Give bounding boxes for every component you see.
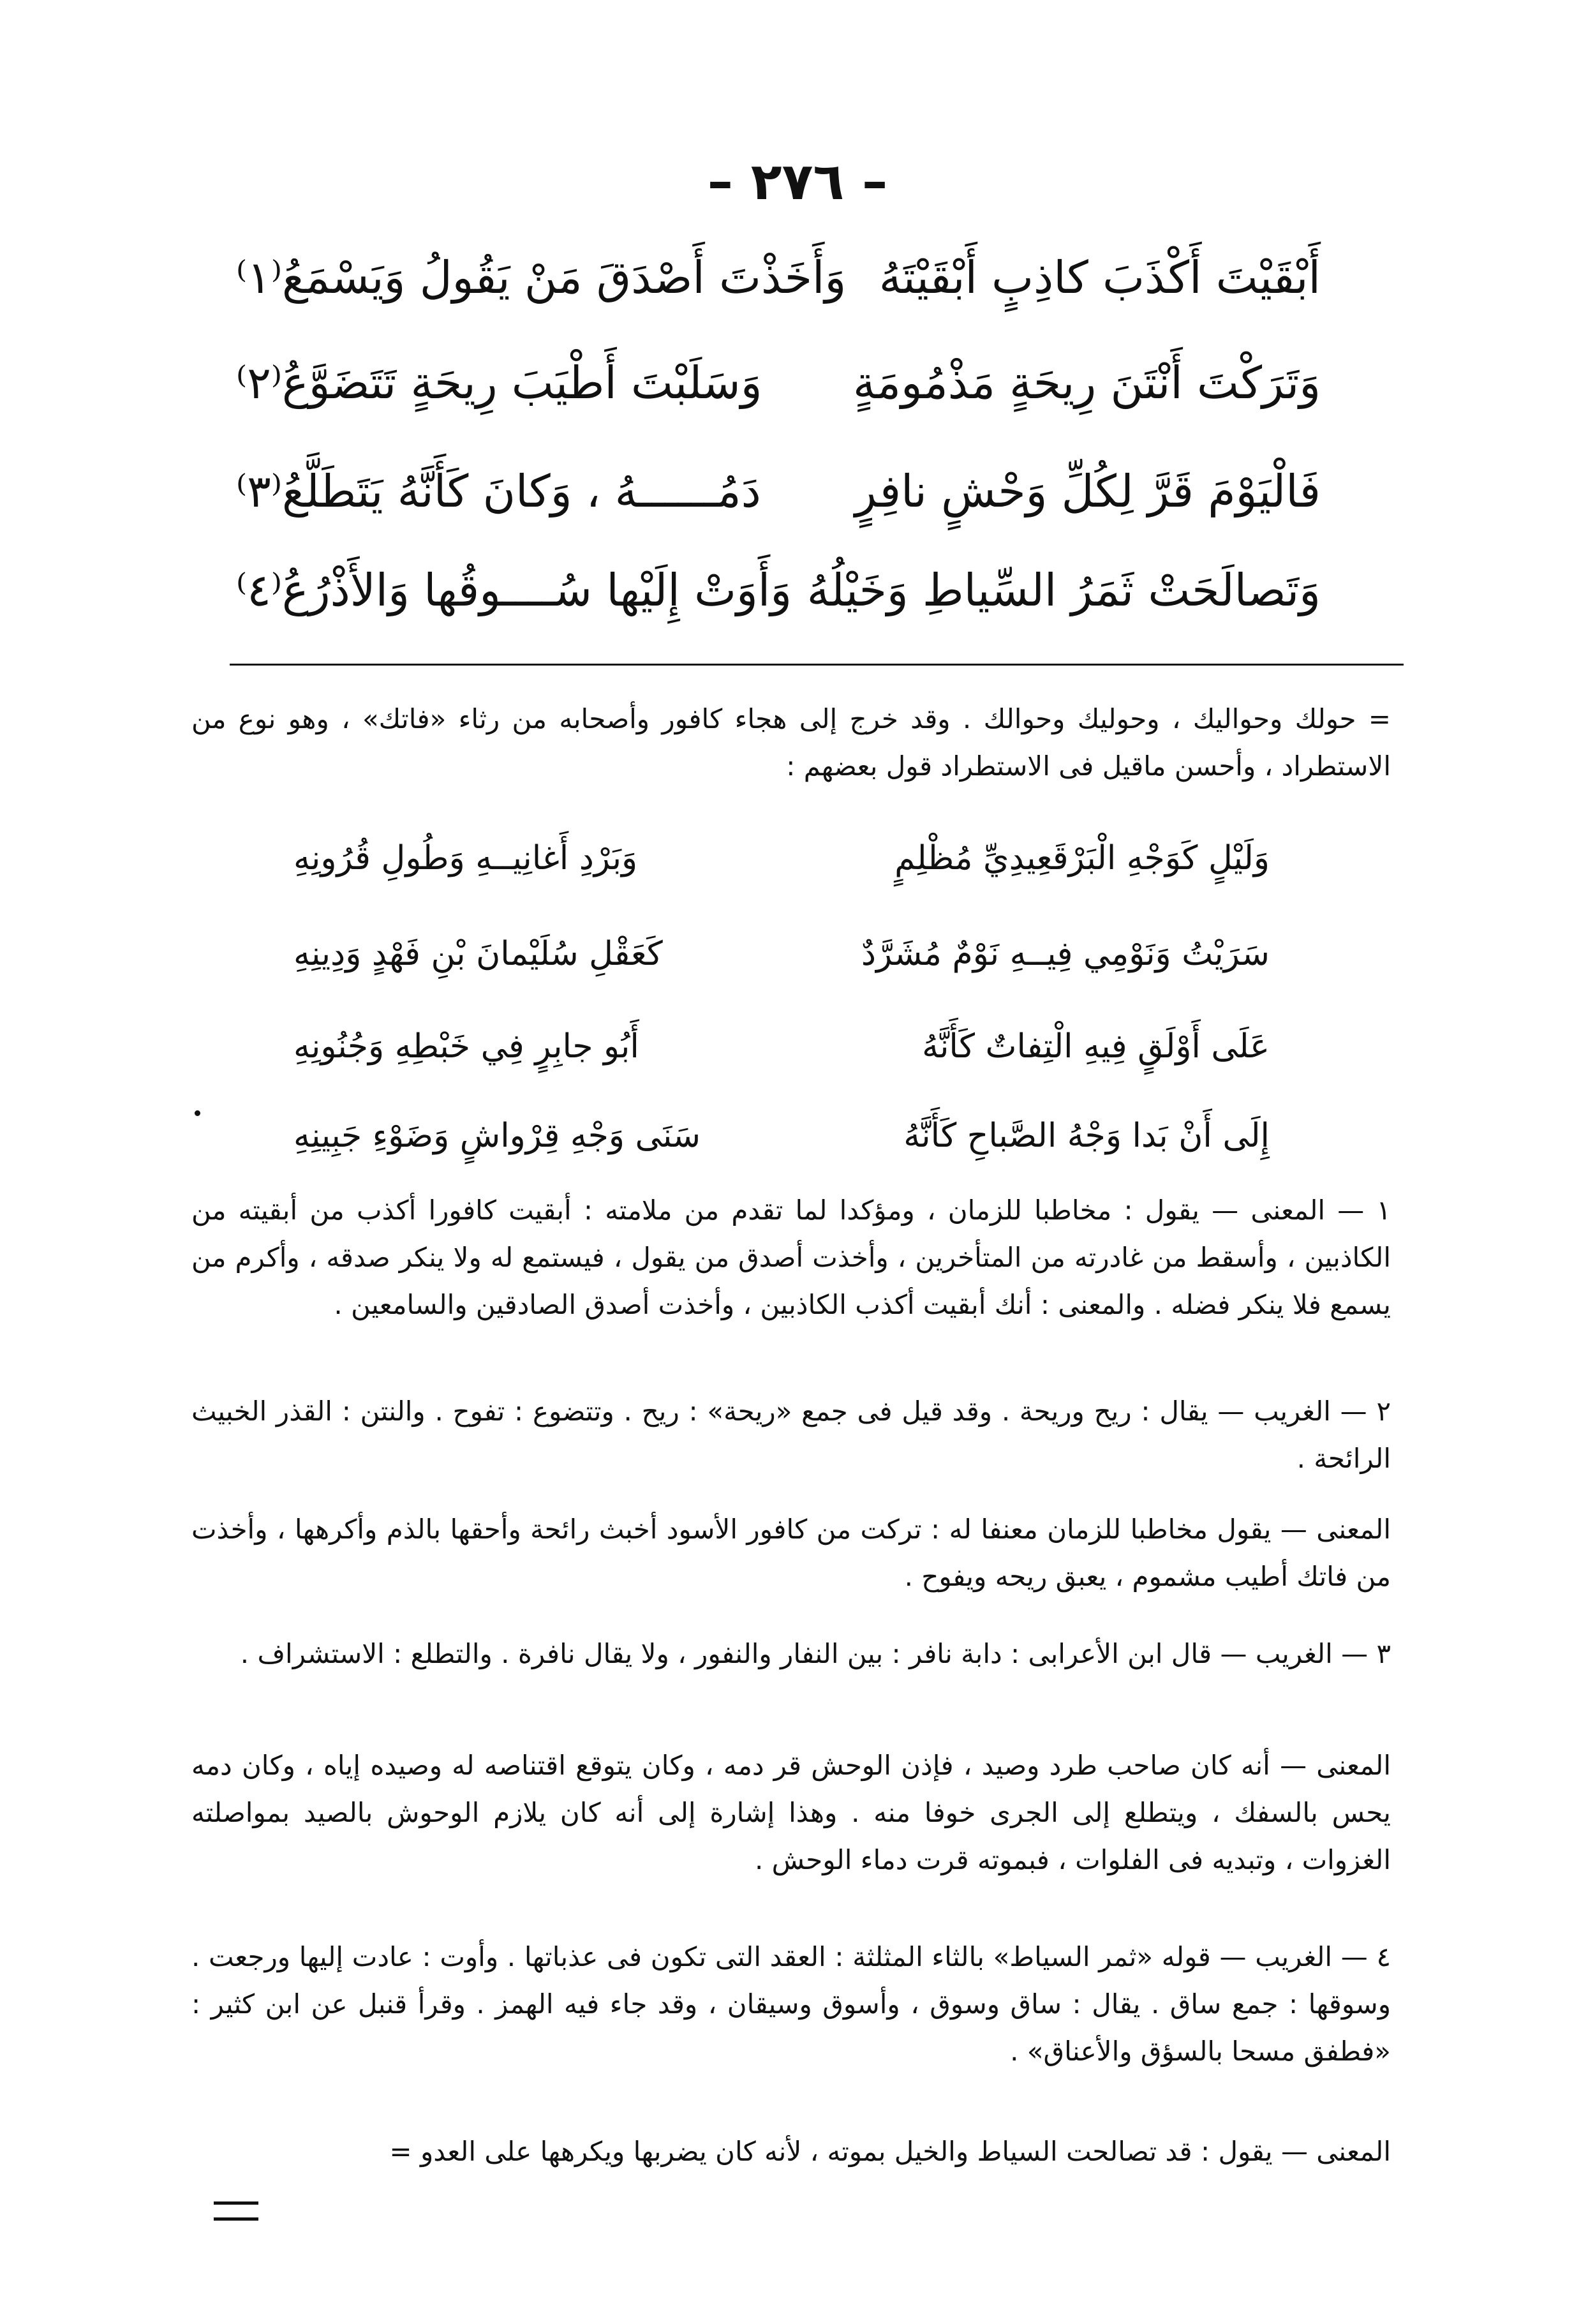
cited-verse-3-first: عَلَى أَوْلَقٍ فِيهِ الْتِفاتٌ كَأَنَّهُ (922, 1027, 1270, 1066)
footnote-3-maana: المعنى — أنه كان صاحب طرد وصيد ، فإذن الوحش قر دمه ، وكان يتوقع اقتناصه له وصيده إياه ، وكان دمه يحس بالسفك ، ويتطلع إلى الجرى خوفا منه . وهذا إشارة إلى أنه كان يلازم الوحوش بالصيد بمواصلته الغزوات ، وتبديه فى الفلوات ، فبموته قرت دماء الوحش . (191, 1750, 1391, 1875)
verse-2-first-hemistich: وَتَرَكْتَ أَنْتَنَ رِيحَةٍ مَذْمُومَةٍ (853, 357, 1321, 409)
cited-verse-1-first: وَلَيْلٍ كَوَجْهِ الْبَرْقَعِيدِيِّ مُظْلِمٍ (894, 839, 1270, 877)
verse-3-second-hemistich: دَمُــــــهُ ، وَكانَ كَأَنَّهُ يَتَطَلَّعُ⁽٣⁾ (236, 465, 761, 518)
verse-3 (236, 450, 1321, 533)
verse-2 (236, 341, 1321, 424)
continuation-marker (214, 2201, 258, 2221)
verse-2-second-hemistich: وَسَلَبْتَ أَطْيَبَ رِيحَةٍ تَتَضَوَّعُ⁽٢⁾ (236, 357, 762, 409)
verse-3-first-hemistich: فَالْيَوْمَ قَرَّ لِكُلِّ وَحْشٍ نافِرٍ (854, 465, 1321, 518)
cited-verse-4-first: إِلَى أَنْ بَدا وَجْهُ الصَّباحِ كَأَنَّهُ (903, 1117, 1270, 1155)
verse-4-second-hemistich: وَأَوَتْ إِلَيْها سُــــوقُها وَالأَذْرُعُ⁽٤⁾ (236, 564, 792, 616)
verse-1-first-hemistich: أَبْقَيْتَ أَكْذَبَ كاذِبٍ أَبْقَيْتَهُ (879, 251, 1321, 304)
cited-verse-4-second: سَنَى وَجْهِ قِرْواشٍ وَضَوْءِ جَبِينِهِ (293, 1117, 701, 1155)
cited-verse-2 (293, 919, 1270, 989)
footnote-2-maana: المعنى — يقول مخاطبا للزمان معنفا له : تركت من كافور الأسود أخبث رائحة وأحقها بالذم وأكرهها ، وأخذت من فاتك أطيب مشموم ، يعبق ريحه ويفوح . (191, 1514, 1391, 1592)
footnote-divider (230, 664, 1404, 666)
cited-verse-2-second: كَعَقْلِ سُلَيْمانَ بْنِ فَهْدٍ وَدِينِهِ (293, 935, 663, 973)
verse-4 (236, 549, 1321, 632)
cited-verse-3 (293, 1011, 1270, 1082)
cited-verse-4 (293, 1101, 1270, 1171)
cited-verse-2-first: سَرَيْتُ وَنَوْمِي فِيــهِ نَوْمٌ مُشَرَّدٌ (861, 935, 1270, 973)
page-number: – ٢٧٦ – (707, 152, 888, 211)
verse-1-second-hemistich: وَأَخَذْتَ أَصْدَقَ مَنْ يَقُولُ وَيَسْمَعُ⁽١⁾ (236, 251, 847, 304)
verse-1 (236, 236, 1321, 319)
cited-verse-1-second: وَبَرْدِ أَغانِيــهِ وَطُولِ قُرُونِهِ (293, 839, 638, 877)
footnote-continuation: = حولك وحواليك ، وحوليك وحوالك . وقد خرج إلى هجاء كافور وأصحابه من رثاء «فاتك» ، وهو نوع من الاستطراد ، وأحسن ماقيل فى الاستطراد قول بعضهم : (191, 703, 1391, 782)
footnote-2-gharib: ٢ — الغريب — يقال : ريح وريحة . وقد قيل فى جمع «ريحة» : ريح . وتتضوع : تفوح . والنتن : القذر الخبيث الرائحة . (191, 1396, 1391, 1474)
footnote-4-maana: المعنى — يقول : قد تصالحت السياط والخيل بموته ، لأنه كان يضربها ويكرهها على العدو = (389, 2136, 1391, 2167)
cited-verse-3-second: أَبُو جابِرٍ فِي خَبْطِهِ وَجُنُونِهِ (293, 1027, 639, 1066)
footnote-4-gharib: ٤ — الغريب — قوله «ثمر السياط» بالثاء المثلثة : العقد التى تكون فى عذباتها . وأوت : عادت إليها ورجعت . وسوقها : جمع ساق . يقال : ساق وسوق ، وأسوق وسيقان ، وقد جاء فيه الهمز . وقرأ قنبل عن ابن كثير : «فطفق مسحا بالسؤق والأعناق» . (191, 1941, 1391, 2067)
verse-4-first-hemistich: وَتَصالَحَتْ ثَمَرُ السِّياطِ وَخَيْلُهُ (806, 564, 1321, 616)
print-speck (195, 1110, 200, 1116)
footnote-1: ١ — المعنى — يقول : مخاطبا للزمان ، ومؤكدا لما تقدم من ملامته : أبقيت كافورا أكذب من أبقيته من الكاذبين ، وأسقط من غادرته من المتأخرين ، وأخذت أصدق من يقول ، فيستمع له ولا ينكر صدقه ، وأكرم من يسمع فلا ينكر فضله . والمعنى : أنك أبقيت أكذب الكاذبين ، وأخذت أصدق الصادقين والسامعين . (191, 1195, 1391, 1320)
footnote-3-gharib: ٣ — الغريب — قال ابن الأعرابى : دابة نافر : بين النفار والنفور ، ولا يقال نافرة . والتطلع : الاستشراف . (240, 1638, 1391, 1669)
cited-verse-1 (293, 823, 1270, 893)
